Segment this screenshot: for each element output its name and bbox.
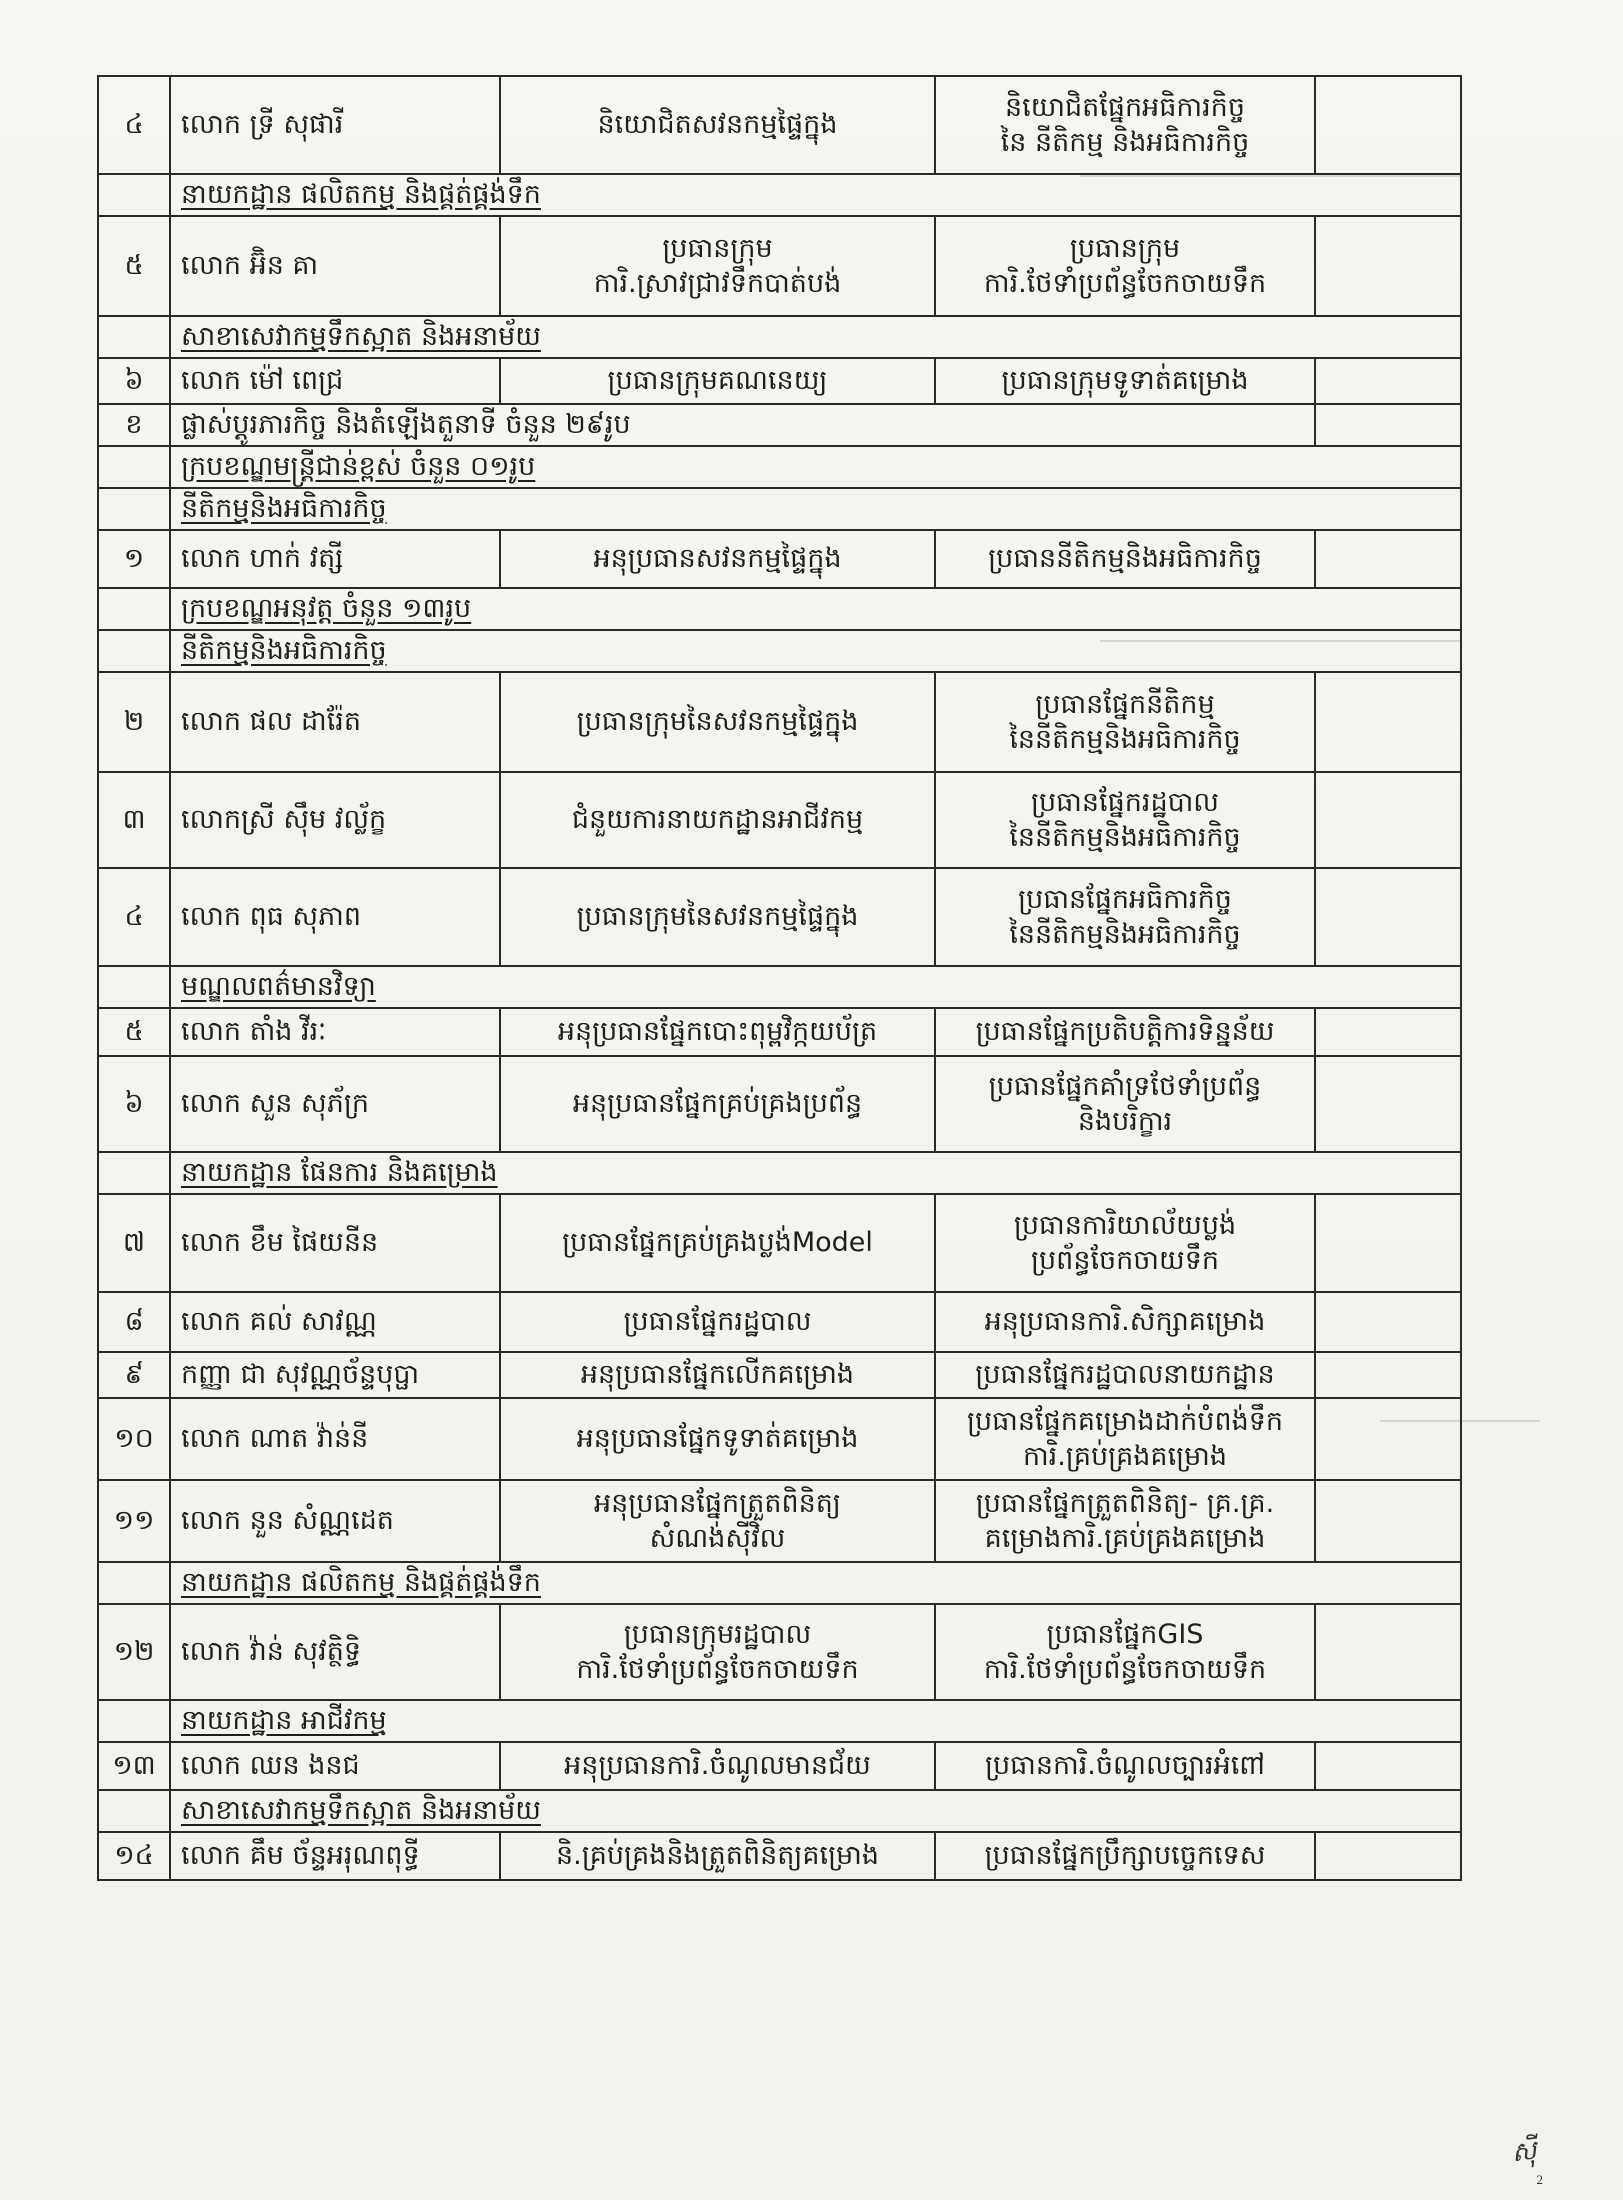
previous-position [500, 772, 935, 868]
remarks-cell [1315, 216, 1461, 316]
staff-name: លោក នួន សំណ្ណដេត [170, 1480, 500, 1562]
remarks-cell [1315, 772, 1461, 868]
remarks-cell [1315, 672, 1461, 772]
previous-position [500, 1008, 935, 1056]
staff-name: លោក ពុធ សុភាព [170, 868, 500, 966]
section-heading [170, 316, 1461, 358]
section-row [98, 174, 1461, 216]
staff-name: លោក ខឹម ផៃយនីន [170, 1194, 500, 1292]
cell-line: អនុប្រធានផ្នែកគ្រប់គ្រងប្រព័ន្ធ [572, 1088, 863, 1120]
cell-line: ប្រធានផ្នែកគាំទ្រថែទាំប្រព័ន្ធ [988, 1070, 1262, 1102]
cell-line: ការិ.ថែទាំប្រព័ន្ធចែកចាយទឹក [576, 1654, 859, 1685]
cell-line: ប្រធានផ្នែករដ្ឋបាលនាយកដ្ឋាន [975, 1359, 1275, 1391]
previous-position [500, 672, 935, 772]
subheading-row [98, 404, 1461, 446]
section-row [98, 1152, 1461, 1194]
new-position [935, 358, 1315, 404]
staff-name: លោក វ៉ាន់ សុវត្ថិទ្ធិ [170, 1604, 500, 1700]
table-row [98, 1742, 1461, 1790]
previous-position [500, 358, 935, 404]
section-row [98, 1700, 1461, 1742]
table-row [98, 1604, 1461, 1700]
row-number: ៤ [98, 76, 170, 174]
section-heading-text: សាខាសេវាកម្មទឹកស្អាត និងអនាម័យ [181, 321, 541, 353]
cell-line: ប្រធានផ្នែកGIS [1046, 1618, 1204, 1650]
section-row [98, 316, 1461, 358]
cell-line: ប្រធានផ្នែករដ្ឋបាល [1031, 786, 1219, 818]
table-row [98, 1832, 1461, 1880]
cell-line: ប្រធានក្រុមនៃសវនកម្មផ្ទៃក្នុង [576, 901, 859, 933]
section-row [98, 966, 1461, 1008]
new-position [935, 672, 1315, 772]
table-row [98, 1008, 1461, 1056]
cell-line: ការិ.ស្រាវជ្រាវទឹកបាត់បង់ [593, 268, 842, 299]
staff-name: លោក ផល ដារ៉ែត [170, 672, 500, 772]
cell-line: និយោជិតផ្នែកអធិការកិច្ច [1005, 91, 1245, 123]
section-heading [170, 630, 1461, 672]
cell-line: ប្រធានផ្នែកអធិការកិច្ច [1018, 883, 1232, 915]
remarks-cell [1315, 868, 1461, 966]
row-number-empty [98, 446, 170, 488]
cell-line: ប្រធានផ្នែករដ្ឋបាល [623, 1306, 812, 1338]
cell-line: និងបរិក្ខារ [1077, 1106, 1173, 1137]
new-position [935, 1008, 1315, 1056]
section-heading [170, 1562, 1461, 1604]
staff-name: លោក សួន សុភ័ក្រ [170, 1056, 500, 1152]
row-number: ១ [98, 530, 170, 588]
cell-line: ប្រធានផ្នែកគ្រប់គ្រងប្លង់Model [562, 1227, 873, 1259]
row-number: ១២ [98, 1604, 170, 1700]
remarks-cell [1315, 1292, 1461, 1352]
staff-transfer-table [97, 75, 1462, 1881]
section-heading-text: នាយកដ្ឋាន ផលិតកម្ម និងផ្គត់ផ្គង់ទឹក [181, 1567, 541, 1599]
cell-line: ប្រធានផ្នែកប្រតិបត្តិការទិន្នន័យ [975, 1016, 1275, 1048]
remarks-cell [1315, 1194, 1461, 1292]
row-number: ៣ [98, 772, 170, 868]
remarks-cell [1315, 1056, 1461, 1152]
cell-line: ការិ.គ្រប់គ្រងគម្រោង [1022, 1441, 1228, 1472]
staff-name: លោកស្រី ស៊ឹម វល្ល័ក្ខ [170, 772, 500, 868]
staff-name: លោក ទ្រី សុផារី [170, 76, 500, 174]
row-number: ៧ [98, 1194, 170, 1292]
table-row [98, 868, 1461, 966]
section-heading [170, 1700, 1461, 1742]
section-heading [170, 588, 1461, 630]
previous-position [500, 530, 935, 588]
new-position [935, 772, 1315, 868]
section-heading-text: នាយកដ្ឋាន អាជីវកម្ម [181, 1705, 387, 1737]
new-position [935, 1056, 1315, 1152]
row-number-empty [98, 1152, 170, 1194]
staff-name: កញ្ញា ជា សុវណ្ណច័ន្ទបុប្ផា [170, 1352, 500, 1398]
new-position [935, 76, 1315, 174]
remarks-cell [1315, 1008, 1461, 1056]
previous-position [500, 1292, 935, 1352]
section-heading [170, 446, 1461, 488]
cell-line: ប្រធានក្រុមគណនេយ្យ [607, 365, 828, 397]
table-row [98, 672, 1461, 772]
cell-line: ប្រធានក្រុមនៃសវនកម្មផ្ទៃក្នុង [576, 706, 859, 738]
cell-line: នៃនីតិកម្មនិងអធិការកិច្ច [1009, 919, 1241, 950]
remarks-cell [1315, 1352, 1461, 1398]
row-number: ១០ [98, 1398, 170, 1480]
cell-line: ការិ.ថែទាំប្រព័ន្ធចែកចាយទឹក [983, 1654, 1267, 1685]
cell-line: ប្រធានផ្នែកប្រឹក្សាបច្ចេកទេស [984, 1840, 1266, 1872]
new-position [935, 1398, 1315, 1480]
section-row [98, 588, 1461, 630]
row-number-empty [98, 588, 170, 630]
row-number: ៨ [98, 1292, 170, 1352]
section-heading-text: នីតិកម្មនិងអធិការកិច្ច [181, 635, 387, 667]
table-row [98, 1056, 1461, 1152]
remarks-cell [1315, 1480, 1461, 1562]
new-position [935, 1742, 1315, 1790]
row-number-empty [98, 630, 170, 672]
new-position [935, 216, 1315, 316]
new-position [935, 1194, 1315, 1292]
new-position [935, 1480, 1315, 1562]
table-row [98, 216, 1461, 316]
section-heading [170, 1790, 1461, 1832]
remarks-cell [1315, 1742, 1461, 1790]
row-number: ៦ [98, 1056, 170, 1152]
previous-position [500, 1604, 935, 1700]
cell-line: សំណង់ស៊ីវិល [649, 1523, 786, 1554]
row-number: ៥ [98, 216, 170, 316]
cell-line: អនុប្រធានផ្នែកបោះពុម្ពវិក្កយប័ត្រ [557, 1016, 878, 1048]
cell-line: ប្រធានផ្នែកនីតិកម្ម [1035, 688, 1215, 720]
row-number: ៦ [98, 358, 170, 404]
previous-position [500, 216, 935, 316]
section-heading [170, 1152, 1461, 1194]
row-number: ១៣ [98, 1742, 170, 1790]
previous-position [500, 1194, 935, 1292]
cell-line: ប្រធានផ្នែកត្រួតពិនិត្យ- គ្រ.គ្រ. [975, 1487, 1275, 1519]
row-number-empty [98, 966, 170, 1008]
previous-position [500, 76, 935, 174]
row-number: ៤ [98, 868, 170, 966]
section-row [98, 630, 1461, 672]
new-position [935, 530, 1315, 588]
row-number: ១៤ [98, 1832, 170, 1880]
row-number-empty [98, 174, 170, 216]
section-row [98, 1562, 1461, 1604]
cell-line: ប្រធានផ្នែកគម្រោងដាក់បំពង់ទឹក [966, 1405, 1283, 1437]
cell-line: អនុប្រធានការិ.ចំណូលមានជ័យ [564, 1750, 871, 1782]
cell-line: នៃ នីតិកម្ម និងអធិការកិច្ច [1000, 127, 1250, 158]
previous-position [500, 1398, 935, 1480]
cell-line: ការិ.ថែទាំប្រព័ន្ធចែកចាយទឹក [983, 268, 1267, 299]
section-heading [170, 174, 1461, 216]
cell-line: នៃនីតិកម្មនិងអធិការកិច្ច [1009, 724, 1241, 755]
cell-line: ជំនួយការនាយកដ្ឋានអាជីវកម្ម [571, 804, 864, 836]
section-row [98, 488, 1461, 530]
section-row [98, 446, 1461, 488]
row-number-empty [98, 1790, 170, 1832]
table-row [98, 1398, 1461, 1480]
previous-position [500, 1742, 935, 1790]
section-heading [170, 488, 1461, 530]
staff-name: លោក ហាក់ វត្សី [170, 530, 500, 588]
row-number: ២ [98, 672, 170, 772]
cell-line: ប្រធានក្រុមរដ្ឋបាល [623, 1618, 812, 1650]
cell-line: គម្រោងការិ.គ្រប់គ្រងគម្រោង [984, 1523, 1266, 1554]
new-position [935, 1352, 1315, 1398]
cell-line: ប្រធានការិ.ចំណូលច្បារអំពៅ [984, 1750, 1266, 1782]
staff-name: លោក អ៊ិន គា [170, 216, 500, 316]
table-row [98, 1194, 1461, 1292]
row-number-empty [98, 1562, 170, 1604]
cell-line: អនុប្រធានការិ.សិក្សាគម្រោង [984, 1306, 1266, 1338]
previous-position [500, 868, 935, 966]
cell-line: និយោជិតសវនកម្មផ្ទៃក្នុង [597, 109, 838, 141]
cell-line: ប្រធានក្រុម [662, 232, 773, 264]
cell-line: អនុប្រធានផ្នែកត្រួតពិនិត្យ [594, 1487, 841, 1519]
staff-name: លោក តាំង វីរៈ [170, 1008, 500, 1056]
row-number: ១១ [98, 1480, 170, 1562]
staff-name: លោក គឹម ច័ន្ទអរុណពុទ្ធី [170, 1832, 500, 1880]
subheading: ផ្លាស់ប្តូរភារកិច្ច និងតំឡើងតួនាទី ចំនួន ២៩រូប [170, 404, 1315, 446]
table-row [98, 358, 1461, 404]
cell-line: ប្រធានក្រុម [1069, 232, 1181, 264]
staff-name: លោក គល់ សាវណ្ណ [170, 1292, 500, 1352]
new-position [935, 1604, 1315, 1700]
remarks-cell [1315, 76, 1461, 174]
staff-name: លោក ណាត វ៉ាន់នី [170, 1398, 500, 1480]
row-number-empty [98, 316, 170, 358]
cell-line: អនុប្រធានផ្នែកទូទាត់គម្រោង [576, 1423, 859, 1455]
staff-name: លោក ឈន ងនជ [170, 1742, 500, 1790]
section-heading-text: សាខាសេវាកម្មទឹកស្អាត និងអនាម័យ [181, 1795, 541, 1827]
row-number: ខ [98, 404, 170, 446]
section-heading [170, 966, 1461, 1008]
previous-position [500, 1480, 935, 1562]
new-position [935, 1832, 1315, 1880]
page-number: 2 [1536, 2172, 1543, 2187]
cell-line: អនុប្រធានផ្នែកលើកគម្រោង [580, 1359, 855, 1391]
remarks-cell [1315, 404, 1461, 446]
previous-position [500, 1056, 935, 1152]
section-heading-text: ក្របខណ្ឌមន្ត្រីជាន់ខ្ពស់ ចំនួន ០១រូប [181, 451, 536, 483]
remarks-cell [1315, 1604, 1461, 1700]
section-heading-text: ក្របខណ្ឌអនុវត្ត ចំនួន ១៣រូប [181, 593, 472, 625]
table-row [98, 1292, 1461, 1352]
row-number-empty [98, 1700, 170, 1742]
previous-position [500, 1832, 935, 1880]
staff-name: លោក ម៉ៅ ពេជ្រ [170, 358, 500, 404]
row-number-empty [98, 488, 170, 530]
new-position [935, 1292, 1315, 1352]
cell-line: ប្រព័ន្ធចែកចាយទឹក [1031, 1245, 1219, 1276]
section-heading-text: នាយកដ្ឋាន ផលិតកម្ម និងផ្គត់ផ្គង់ទឹក [181, 179, 541, 211]
row-number: ៥ [98, 1008, 170, 1056]
section-row [98, 1790, 1461, 1832]
table-row [98, 1480, 1461, 1562]
cell-line: ប្រធានការិយាល័យប្លង់ [1013, 1209, 1237, 1241]
remarks-cell [1315, 358, 1461, 404]
row-number: ៩ [98, 1352, 170, 1398]
table-row [98, 1352, 1461, 1398]
cell-line: អនុប្រធានសវនកម្មផ្ទៃក្នុង [593, 543, 842, 575]
remarks-cell [1315, 1832, 1461, 1880]
previous-position [500, 1352, 935, 1398]
table-row [98, 76, 1461, 174]
table-row [98, 772, 1461, 868]
section-heading-text: នីតិកម្មនិងអធិការកិច្ច [181, 493, 387, 525]
cell-line: នៃនីតិកម្មនិងអធិការកិច្ច [1009, 822, 1241, 853]
remarks-cell [1315, 530, 1461, 588]
cell-line: និ.គ្រប់គ្រងនិងត្រួតពិនិត្យគម្រោង [555, 1840, 879, 1872]
cell-line: ប្រធាននីតិកម្មនិងអធិការកិច្ច [988, 543, 1262, 575]
table-row [98, 530, 1461, 588]
section-heading-text: មណ្ឌលពត៌មានវិទ្យា [181, 971, 376, 1003]
remarks-cell [1315, 1398, 1461, 1480]
new-position [935, 868, 1315, 966]
handwritten-initials: ស៊ី [1509, 2135, 1539, 2168]
section-heading-text: នាយកដ្ឋាន ផែនការ និងគម្រោង [181, 1157, 498, 1189]
cell-line: ប្រធានក្រុមទូទាត់គម្រោង [1001, 365, 1249, 397]
